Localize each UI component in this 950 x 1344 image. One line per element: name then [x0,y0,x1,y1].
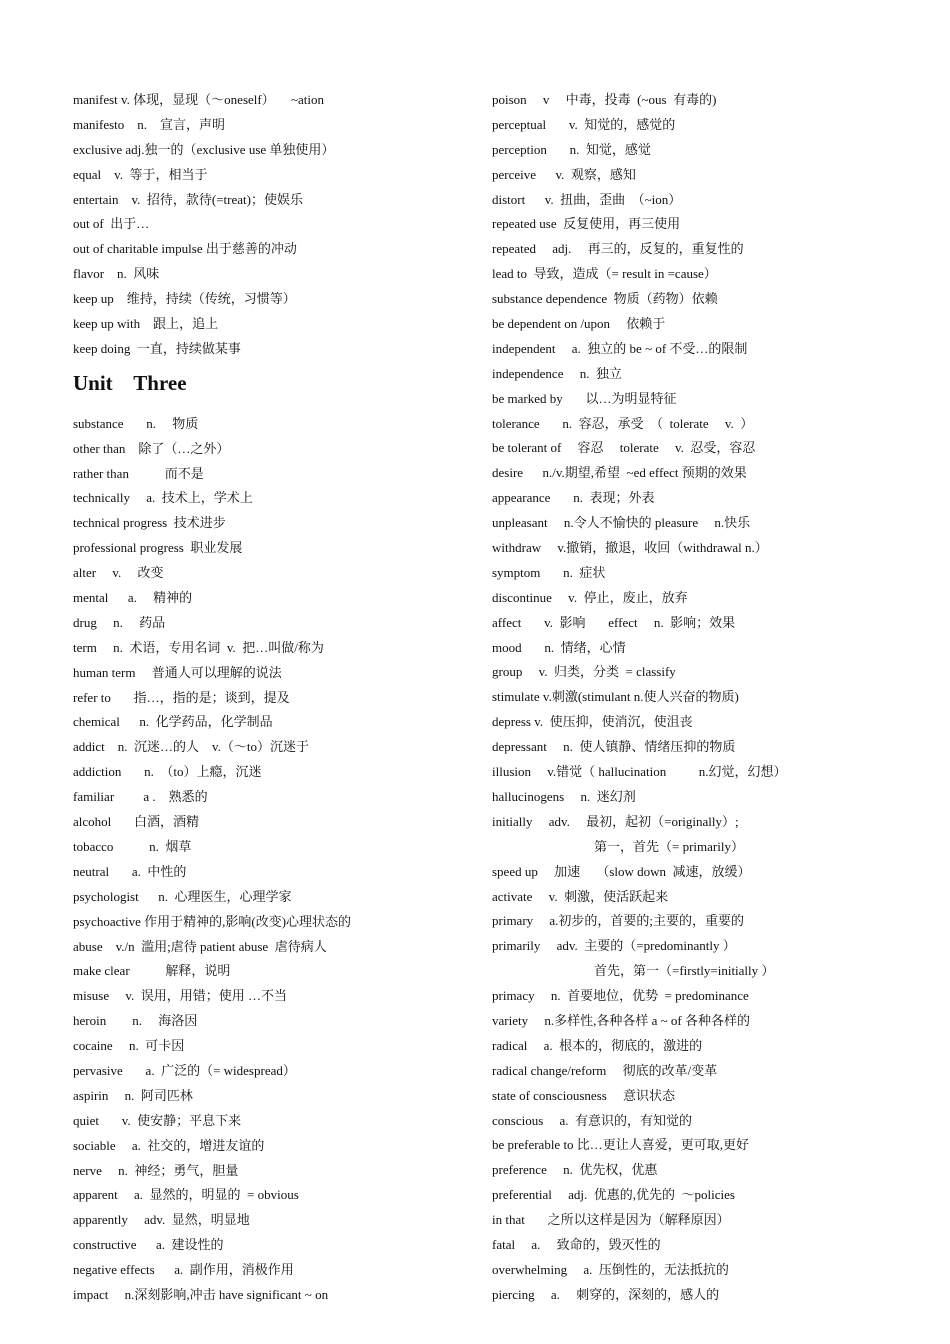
vocab-entry: 首先，第一（=firstly=initially ） [594,963,775,979]
vocab-entry: piercing a. 刺穿的，深刻的，感人的 [492,1286,720,1302]
vocab-entry: cocaine n. 可卡因 [73,1038,185,1054]
vocab-entry: keep up 维持，持续（传统，习惯等） [73,291,296,307]
vocab-entry: desire n./v.期望,希望 ~ed effect 预期的效果 [492,465,747,481]
vocab-entry: radical a. 根本的，彻底的，激进的 [492,1037,703,1053]
vocab-entry: preference n. 优先权，优惠 [492,1162,658,1178]
vocab-entry: tolerance n. 容忍，承受 （ tolerate v. ） [492,415,754,431]
vocab-entry: repeated adj. 再三的，反复的，重复性的 [492,241,744,257]
vocab-entry: primary a.初步的，首要的;主要的，重要的 [492,913,745,929]
vocab-entry: sociable a. 社交的，增进友谊的 [73,1137,265,1153]
unit-heading: Unit Three [73,370,187,395]
vocab-entry: preferential adj. 优惠的,优先的 ～policies [492,1187,735,1203]
vocab-entry: pervasive a. 广泛的（= widespread） [73,1062,296,1078]
vocab-entry: be dependent on /upon 依赖于 [492,316,666,332]
vocab-entry: heroin n. 海洛因 [73,1013,198,1029]
vocab-entry: alcohol 白酒，酒精 [73,814,200,830]
vocab-entry: depressant n. 使人镇静、情绪压抑的物质 [492,739,736,755]
vocab-entry: distort v. 扭曲，歪曲 （~ion） [492,191,682,207]
vocab-entry: equal v. 等于，相当于 [73,166,208,182]
left-column [73,88,473,1308]
vocab-entry: activate v. 刺激，使活跃起来 [492,888,669,904]
vocab-entry: illusion v.错觉（ hallucination n.幻觉，幻想） [492,764,787,780]
vocab-entry: primacy n. 首要地位，优势 = predominance [492,988,749,1004]
vocab-entry: keep doing 一直，持续做某事 [73,340,241,356]
vocab-entry: lead to 导致，造成（= result in =cause） [492,266,717,282]
vocab-entry: constructive a. 建设性的 [73,1237,224,1253]
vocab-entry: other than 除了（…之外） [73,440,230,456]
vocab-entry: make clear 解释，说明 [73,963,231,979]
vocab-entry: variety n.多样性,各种各样 a ~ of 各种各样的 [492,1012,750,1028]
vocab-entry: term n. 术语，专用名词 v. 把…叫做/称为 [73,639,324,655]
vocab-entry: aspirin n. 阿司匹林 [73,1087,193,1103]
vocab-entry: technically a. 技术上，学术上 [73,490,253,506]
vocab-entry: neutral a. 中性的 [73,863,187,879]
vocab-entry: unpleasant n.令人不愉快的 pleasure n.快乐 [492,515,751,531]
vocab-entry: affect v. 影响 effect n. 影响；效果 [492,614,736,630]
vocab-entry: fatal a. 致命的，毁灭性的 [492,1236,661,1252]
vocab-entry: out of charitable impulse 出于慈善的冲动 [73,241,297,257]
vocab-entry: discontinue v. 停止，废止，放弃 [492,589,688,605]
vocab-entry: repeated use 反复使用，再三使用 [492,216,681,232]
vocab-entry: negative effects a. 副作用，消极作用 [73,1262,294,1278]
right-entries [492,88,932,1308]
vocab-entry: addiction n. （to）上瘾，沉迷 [73,764,262,780]
vocab-entry: mental a. 精神的 [73,590,193,606]
vocab-entry: tobacco n. 烟草 [73,838,192,854]
vocab-entry: radical change/reform 彻底的改革/变革 [492,1062,718,1078]
vocab-entry: technical progress 技术进步 [73,515,226,531]
left-top-entries [73,88,473,362]
right-column [492,88,932,1308]
vocab-entry: entertain v. 招待，款待(=treat)；使娱乐 [73,191,303,207]
vocab-entry: be tolerant of 容忍 tolerate v. 忍受，容忍 [492,440,756,456]
vocab-entry: hallucinogens n. 迷幻剂 [492,788,636,804]
vocab-entry: independence n. 独立 [492,365,622,381]
vocab-entry: substance n. 物质 [73,415,199,431]
vocab-entry: speed up 加速 （slow down 减速，放缓） [492,863,751,879]
vocab-entry: rather than 而不是 [73,465,204,481]
vocab-entry: stimulate v.刺激(stimulant n.使人兴奋的物质) [492,689,739,705]
vocab-entry: conscious a. 有意识的，有知觉的 [492,1112,693,1128]
left-bottom-entries [73,412,473,1308]
vocab-entry: substance dependence 物质（药物）依赖 [492,291,718,307]
vocab-entry: refer to 指…，指的是；谈到，提及 [73,689,290,705]
vocab-entry: chemical n. 化学药品，化学制品 [73,714,273,730]
vocab-entry: nerve n. 神经；勇气，胆量 [73,1162,239,1178]
vocab-entry: manifesto n. 宣言，声明 [73,116,226,132]
vocab-entry: psychoactive 作用于精神的,影响(改变)心理状态的 [73,913,352,929]
vocab-entry: be marked by 以…为明显特征 [492,390,677,406]
vocab-entry: out of 出于… [73,216,150,232]
vocab-entry: quiet v. 使安静；平息下来 [73,1112,242,1128]
vocab-entry: apparently adv. 显然，明显地 [73,1212,250,1228]
vocab-entry: apparent a. 显然的，明显的 = obvious [73,1187,299,1203]
vocab-entry: be preferable to 比…更让人喜爱，更可取,更好 [492,1137,750,1153]
vocab-entry: impact n.深刻影响,冲击 have significant ~ on [73,1286,329,1302]
vocab-entry: poison v 中毒，投毒 (~ous 有毒的) [492,92,717,107]
vocab-entry: manifest v. 体现，显现（～oneself） ~ation [73,92,324,107]
vocab-entry: 第一，首先（= primarily） [594,838,744,854]
vocab-entry: perceptual v. 知觉的，感觉的 [492,116,676,132]
vocab-entry: overwhelming a. 压倒性的，无法抵抗的 [492,1261,729,1277]
vocab-entry: addict n. 沉迷…的人 v.（～to）沉迷于 [73,739,310,755]
vocab-entry: abuse v./n 滥用;虐待 patient abuse 虐待病人 [73,938,327,954]
vocab-entry: symptom n. 症状 [492,564,606,580]
vocab-entry: group v. 归类，分类 = classify [492,664,676,680]
vocab-entry: human term 普通人可以理解的说法 [73,664,282,680]
vocab-entry: in that 之所以这样是因为（解释原因） [492,1212,730,1228]
vocab-entry: keep up with 跟上，追上 [73,316,219,332]
vocab-entry: independent a. 独立的 be ~ of 不受…的限制 [492,340,748,356]
vocab-entry: drug n. 药品 [73,614,166,630]
vocab-entry: initially adv. 最初，起初（=originally）; [492,813,739,829]
vocab-entry: depress v. 使压抑，使消沉，使沮丧 [492,714,693,730]
vocab-entry: misuse v. 误用，用错；使用 …不当 [73,988,288,1004]
vocab-entry: withdraw v.撤销，撤退，收回（withdrawal n.） [492,540,768,556]
vocab-entry: state of consciousness 意识状态 [492,1087,676,1103]
vocab-entry: appearance n. 表现；外表 [492,490,655,506]
vocab-entry: primarily adv. 主要的（=predominantly ） [492,938,736,954]
vocab-entry: perception n. 知觉，感觉 [492,141,651,157]
vocab-entry: flavor n. 风味 [73,266,160,282]
vocab-entry: alter v. 改变 [73,565,164,581]
vocab-entry: psychologist n. 心理医生，心理学家 [73,888,292,904]
vocab-entry: familiar a . 熟悉的 [73,789,208,805]
vocab-entry: perceive v. 观察，感知 [492,166,636,182]
vocab-entry: mood n. 情绪，心情 [492,639,626,655]
vocab-entry: professional progress 职业发展 [73,540,243,556]
vocab-entry: exclusive adj.独一的（exclusive use 单独使用） [73,141,335,157]
